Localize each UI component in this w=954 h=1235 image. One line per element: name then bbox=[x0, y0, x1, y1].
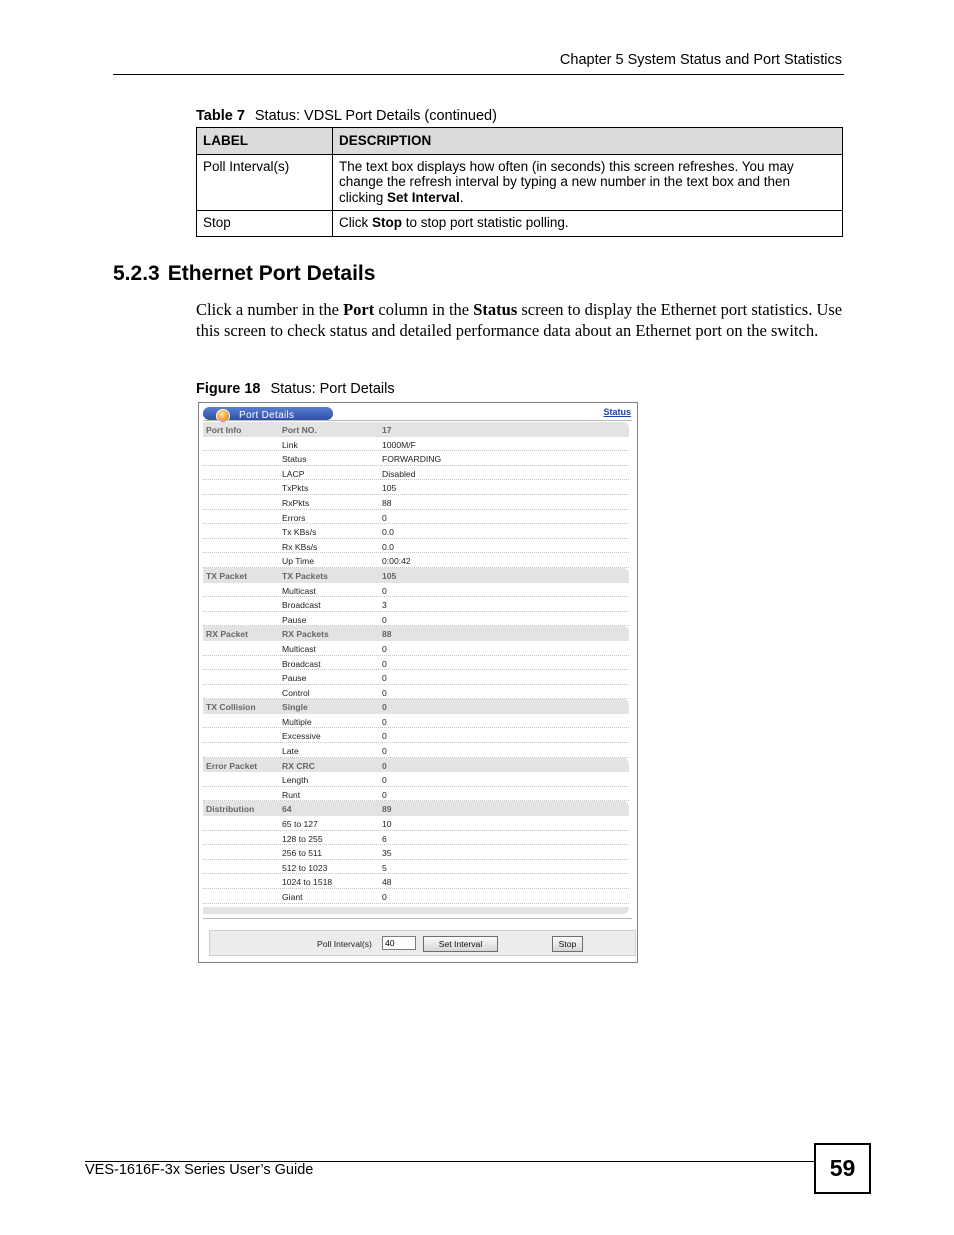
stat-name: Status bbox=[282, 454, 307, 465]
stat-row bbox=[203, 772, 629, 787]
table-caption-title: Status: VDSL Port Details (continued) bbox=[254, 108, 497, 124]
port-details-title: Port Details bbox=[239, 410, 295, 421]
stat-row bbox=[203, 480, 629, 495]
stat-value: 5 bbox=[382, 862, 387, 873]
stop-button[interactable]: Stop bbox=[552, 936, 583, 952]
stat-row bbox=[203, 495, 629, 510]
stat-section-row bbox=[203, 801, 629, 816]
port-details-tab bbox=[203, 407, 333, 420]
stat-name: Late bbox=[282, 746, 299, 757]
stat-value: Disabled bbox=[382, 468, 416, 479]
section-title: Ethernet Port Details bbox=[167, 262, 376, 285]
stat-section-row bbox=[203, 699, 629, 714]
label-column-header: LABEL bbox=[197, 128, 333, 155]
divider bbox=[203, 918, 632, 919]
stat-value: 0.0 bbox=[382, 541, 394, 552]
stat-value: 35 bbox=[382, 848, 392, 859]
stat-value: 0.0 bbox=[382, 527, 394, 538]
stat-value: 0 bbox=[382, 585, 387, 596]
stat-value: 89 bbox=[382, 804, 392, 815]
stat-group: TX Packet bbox=[206, 570, 248, 581]
stat-value: FORWARDING bbox=[382, 454, 442, 465]
poll-interval-label: Poll Interval(s) bbox=[317, 939, 372, 949]
stat-row bbox=[203, 597, 629, 612]
stat-row bbox=[203, 728, 629, 743]
stat-row bbox=[203, 524, 629, 539]
stat-name: Up Time bbox=[282, 556, 314, 567]
stat-value: 0 bbox=[382, 716, 387, 727]
stat-name: Multicast bbox=[282, 585, 316, 596]
stat-name: Rx KBs/s bbox=[282, 541, 318, 552]
stat-section-row bbox=[203, 568, 629, 583]
stat-value: 0 bbox=[382, 760, 387, 771]
stat-row bbox=[203, 845, 629, 860]
stat-row bbox=[203, 510, 629, 525]
stat-name: Pause bbox=[282, 673, 307, 684]
stat-value: 88 bbox=[382, 629, 392, 640]
stat-name: Broadcast bbox=[282, 600, 321, 611]
stat-name: Multicast bbox=[282, 643, 316, 654]
port-details-screenshot bbox=[198, 402, 638, 963]
stat-value: 1000M/F bbox=[382, 439, 416, 450]
stat-row bbox=[203, 714, 629, 729]
stat-row bbox=[203, 553, 629, 568]
row-description: Click Stop to stop port statistic polling. bbox=[333, 211, 843, 237]
stat-row bbox=[203, 466, 629, 481]
header-rule bbox=[113, 74, 844, 75]
stat-value: 0 bbox=[382, 702, 387, 713]
divider bbox=[203, 420, 632, 421]
stat-name: Port NO. bbox=[282, 425, 317, 435]
stat-value: 105 bbox=[382, 570, 397, 581]
stat-name: RX Packets bbox=[282, 629, 329, 640]
table-row bbox=[197, 211, 843, 237]
stat-row bbox=[203, 874, 629, 889]
stat-row bbox=[203, 437, 629, 452]
stat-section-row bbox=[203, 626, 629, 641]
stat-value: 10 bbox=[382, 819, 392, 830]
stat-value: 0 bbox=[382, 658, 387, 669]
stat-name: RX CRC bbox=[282, 760, 315, 771]
stat-name: Control bbox=[282, 687, 310, 698]
stat-value: 3 bbox=[382, 600, 387, 611]
stat-name: 64 bbox=[282, 804, 292, 815]
row-description: The text box displays how often (in seconds) this screen refreshes. You may change the refresh interval by typing a new number in the text box and then clicking Set Interval. bbox=[333, 154, 843, 211]
stat-row bbox=[203, 641, 629, 656]
figure-caption-label: Figure 18 bbox=[196, 381, 261, 397]
stat-value: 0 bbox=[382, 643, 387, 654]
stat-value: 0 bbox=[382, 746, 387, 757]
stat-section-row bbox=[203, 758, 629, 773]
stat-row bbox=[203, 612, 629, 627]
stat-row bbox=[203, 583, 629, 598]
stat-name: 65 to 127 bbox=[282, 819, 318, 830]
stat-name: Excessive bbox=[282, 731, 321, 742]
stat-group: RX Packet bbox=[206, 629, 249, 640]
table-header-row bbox=[197, 128, 843, 155]
running-header: Chapter 5 System Status and Port Statistics bbox=[559, 52, 842, 68]
stat-value: 88 bbox=[382, 497, 392, 508]
stat-value: 6 bbox=[382, 833, 387, 844]
footer-guide-title: VES-1616F-3x Series User’s Guide bbox=[85, 1162, 314, 1178]
stat-value: 0 bbox=[382, 731, 387, 742]
body-paragraph: Click a number in the Port column in the Status screen to display the Ethernet port statistics. Use this screen to check status and detailed performance data about an Ethernet port on the switch. bbox=[196, 300, 843, 340]
stat-row bbox=[203, 656, 629, 671]
stat-name: 512 to 1023 bbox=[282, 862, 328, 873]
stat-name: Giant bbox=[282, 892, 303, 902]
figure-caption bbox=[196, 381, 395, 397]
table-caption-label: Table 7 bbox=[196, 108, 245, 124]
stat-row bbox=[203, 787, 629, 802]
stat-value: 0 bbox=[382, 775, 387, 786]
stat-row bbox=[203, 860, 629, 875]
section-number: 5.2.3 bbox=[113, 262, 160, 285]
stat-group: Error Packet bbox=[206, 760, 258, 771]
stat-value: 0 bbox=[382, 789, 387, 800]
stat-value: 0:00:42 bbox=[382, 556, 411, 567]
row-label: Poll Interval(s) bbox=[197, 154, 333, 211]
page-number: 59 bbox=[814, 1143, 871, 1194]
stat-value: 0 bbox=[382, 892, 387, 902]
stat-value: 0 bbox=[382, 687, 387, 698]
status-link[interactable]: Status bbox=[603, 407, 631, 417]
stat-name: 256 to 511 bbox=[282, 848, 322, 859]
stat-section-row bbox=[203, 422, 629, 437]
stat-group: Port Info bbox=[206, 425, 242, 435]
stat-name: TX Packets bbox=[282, 570, 328, 581]
table-caption bbox=[196, 108, 497, 124]
description-table bbox=[196, 127, 843, 237]
poll-interval-input[interactable] bbox=[382, 936, 416, 950]
stat-row bbox=[203, 451, 629, 466]
stat-row bbox=[203, 889, 629, 904]
set-interval-button[interactable]: Set Interval bbox=[423, 936, 498, 952]
stat-value: 0 bbox=[382, 512, 387, 523]
stat-row bbox=[203, 670, 629, 685]
stat-name: 1024 to 1518 bbox=[282, 877, 333, 888]
stat-value: 0 bbox=[382, 614, 387, 625]
stat-group: TX Collision bbox=[206, 702, 256, 713]
stat-name: Link bbox=[282, 439, 298, 450]
stat-name: Pause bbox=[282, 614, 307, 625]
stat-group: Distribution bbox=[206, 804, 255, 815]
stat-value: 48 bbox=[382, 877, 392, 888]
section-heading bbox=[113, 262, 375, 286]
stat-value: 105 bbox=[382, 483, 397, 494]
stat-name: Tx KBs/s bbox=[282, 527, 317, 538]
figure-caption-title: Status: Port Details bbox=[270, 381, 395, 397]
statistics-footer-band bbox=[203, 907, 629, 914]
stat-name: Broadcast bbox=[282, 658, 321, 669]
stat-name: Multiple bbox=[282, 716, 312, 727]
stat-name: TxPkts bbox=[282, 483, 309, 494]
stat-name: Length bbox=[282, 775, 309, 786]
stat-value: 0 bbox=[382, 673, 387, 684]
description-column-header: DESCRIPTION bbox=[333, 128, 843, 155]
stat-row bbox=[203, 685, 629, 700]
stat-row bbox=[203, 539, 629, 554]
table-row bbox=[197, 154, 843, 211]
stat-name: RxPkts bbox=[282, 497, 310, 508]
stat-name: Runt bbox=[282, 789, 301, 800]
stat-row bbox=[203, 743, 629, 758]
stat-row bbox=[203, 831, 629, 846]
row-label: Stop bbox=[197, 211, 333, 237]
stat-name: LACP bbox=[282, 468, 305, 479]
stat-value: 17 bbox=[382, 425, 392, 435]
stat-row bbox=[203, 816, 629, 831]
stat-name: Errors bbox=[282, 512, 306, 523]
stat-name: Single bbox=[282, 702, 308, 713]
poll-control-bar bbox=[209, 930, 636, 956]
statistics-list bbox=[203, 422, 629, 904]
stat-name: 128 to 255 bbox=[282, 833, 323, 844]
